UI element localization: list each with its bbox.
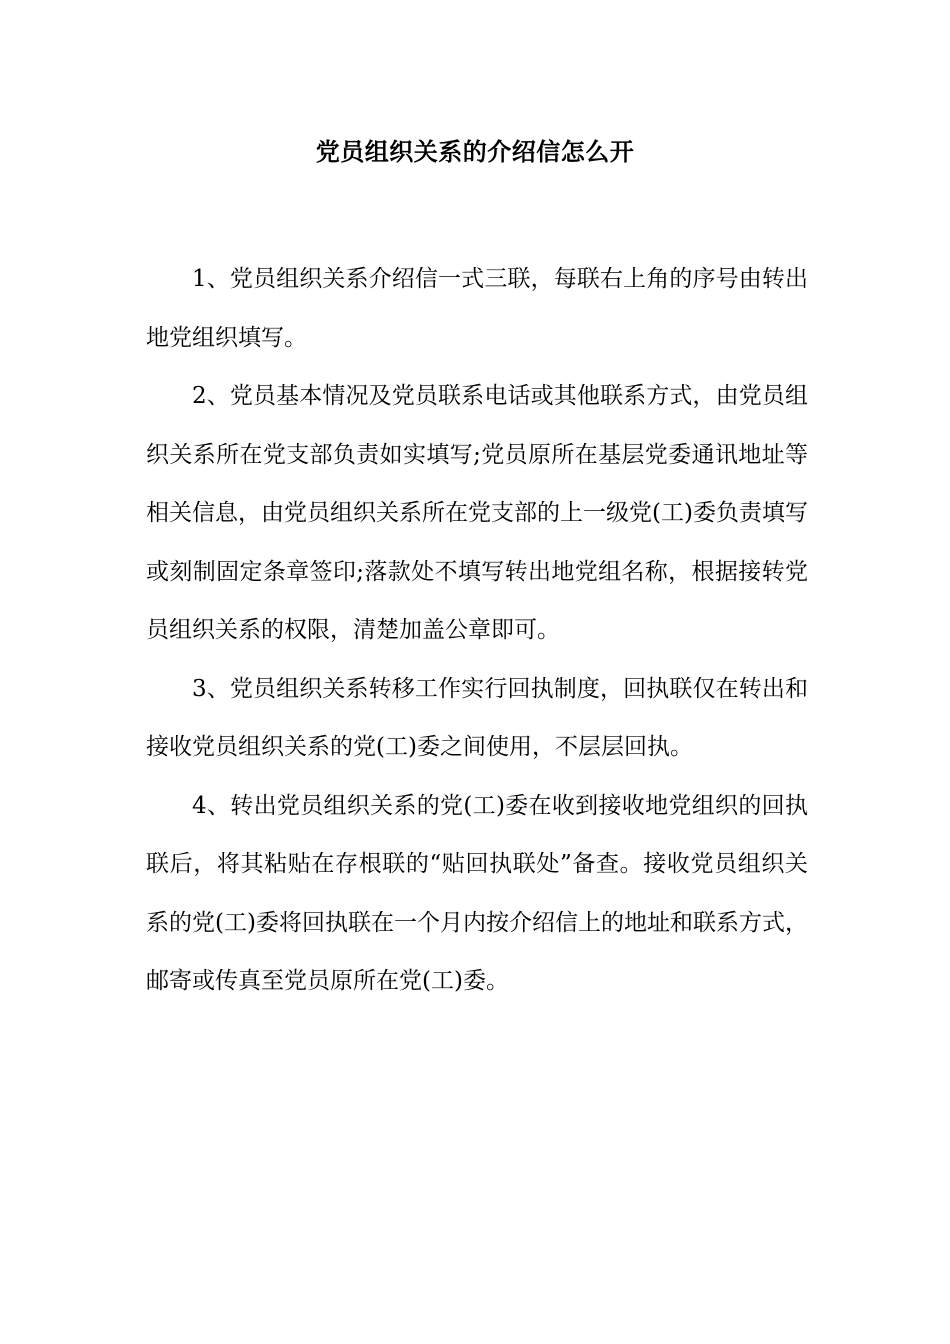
document-body — [146, 250, 808, 1011]
document-title: 党员组织关系的介绍信怎么开 — [315, 137, 635, 166]
paragraph-1: 1、党员组织关系介绍信一式三联，每联右上角的序号由转出地党组织填写。 — [146, 266, 808, 351]
paragraph-4: 4、转出党员组织关系的党(工)委在收到接收地党组织的回执联后，将其粘贴在存根联的“贴回执联处”备查。接收党员组织关系的党(工)委将回执联在一个月内按介绍信上的地址和联系方式，邮寄或传真至党员原所在党(工)委。 — [146, 792, 808, 994]
paragraph-2: 2、党员基本情况及党员联系电话或其他联系方式，由党员组织关系所在党支部负责如实填写;党员原所在基层党委通讯地址等相关信息，由党员组织关系所在党支部的上一级党(工)委负责填写或刻制固定条章签印;落款处不填写转出地党组名称，根据接转党员组织关系的权限，清楚加盖公章即可。 — [146, 383, 808, 643]
paragraph-3: 3、党员组织关系转移工作实行回执制度，回执联仅在转出和接收党员组织关系的党(工)委之间使用，不层层回执。 — [146, 675, 808, 760]
